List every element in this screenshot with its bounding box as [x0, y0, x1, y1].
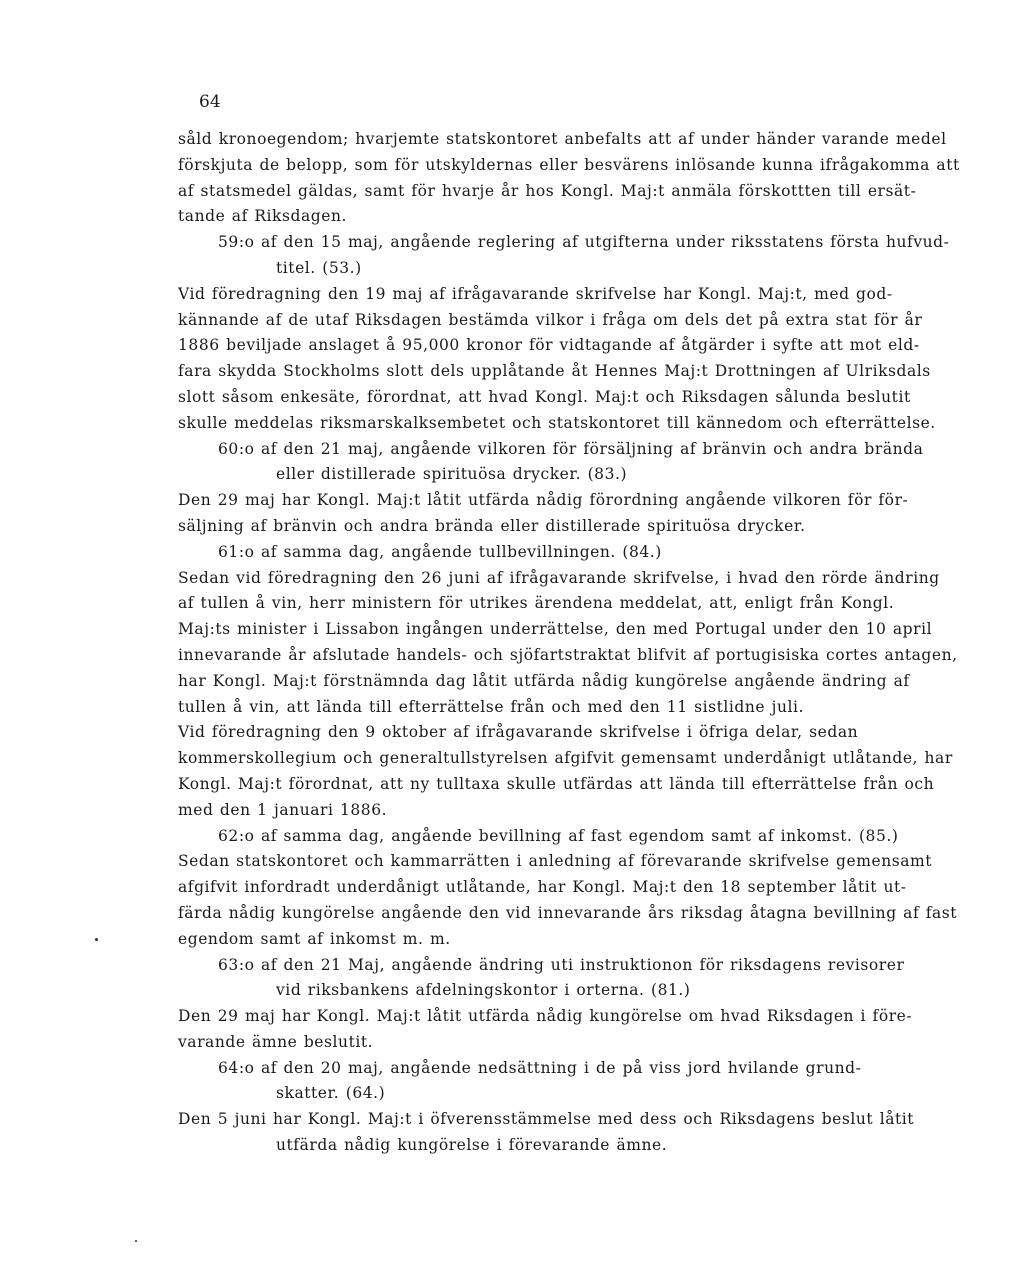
section-heading-continuation: skatter. (64.)	[276, 1084, 386, 1103]
text-line: slott såsom enkesäte, förordnat, att hvad Kongl. Maj:t och Riksdagen sålunda beslutit	[178, 387, 911, 406]
page-number: 64	[199, 92, 221, 112]
text-line: Vid föredragning den 9 oktober af ifrågavarande skrifvelse i öfriga delar, sedan	[178, 723, 859, 742]
section-heading-continuation: vid riksbankens afdelningskontor i orterna. (81.)	[276, 981, 691, 1000]
text-line: innevarande år afslutade handels- och sjöfartstraktat blifvit af portugisiska cortes antagen,	[178, 645, 958, 664]
section-heading-continuation: titel. (53.)	[276, 258, 362, 277]
text-line: Sedan vid föredragning den 26 juni af ifrågavarande skrifvelse, i hvad den rörde ändring	[178, 568, 940, 587]
text-line: Sedan statskontoret och kammarrätten i anledning af förevarande skrifvelse gemensamt	[178, 852, 933, 871]
text-line: kännande af de utaf Riksdagen bestämda vilkor i fråga om dels det på extra stat för år	[178, 310, 923, 329]
text-line: Den 29 maj har Kongl. Maj:t låtit utfärda nådig kungörelse om hvad Riksdagen i före-	[178, 1007, 913, 1026]
section-heading-61: 61:o af samma dag, angående tullbevillningen. (84.)	[218, 542, 662, 561]
text-line: såld kronoegendom; hvarjemte statskontoret anbefalts att af under händer varande medel	[178, 130, 947, 148]
text-line: af statsmedel gäldas, samt för hvarje år hos Kongl. Maj:t anmäla förskottten till ersät-	[178, 181, 917, 200]
text-line: 1886 beviljade anslaget å 95,000 kronor för vidtagande af åtgärder i syfte att mot eld-	[178, 336, 920, 355]
text-line: har Kongl. Maj:t förstnämnda dag låtit utfärda nådig kungörelse angående ändring af	[178, 671, 910, 690]
text-line: säljning af bränvin och andra brända eller distillerade spirituösa drycker.	[178, 516, 806, 535]
text-line: afgifvit infordradt underdånigt utlåtande, har Kongl. Maj:t den 18 september låtit ut-	[178, 878, 907, 897]
text-line: fara skydda Stockholms slott dels upplåtande åt Hennes Maj:t Drottningen af Ulriksdals	[178, 362, 931, 381]
text-line: Den 5 juni har Kongl. Maj:t i öfverensstämmelse med dess och Riksdagens beslut låtit	[178, 1110, 915, 1129]
text-line: förskjuta de belopp, som för utskyldernas eller besvärens inlösande kunna ifrågakomma att	[178, 155, 960, 174]
text-line: Kongl. Maj:t förordnat, att ny tulltaxa skulle utfärdas att lända till efterrättelse från och	[178, 774, 935, 793]
section-heading-continuation: eller distillerade spirituösa drycker. (83.)	[276, 465, 628, 484]
text-line: af tullen å vin, herr ministern för utrikes ärendena meddelat, att, enligt från Kongl.	[178, 594, 895, 613]
text-line: utfärda nådig kungörelse i förevarande ämne.	[276, 1136, 668, 1155]
text-line: Den 29 maj har Kongl. Maj:t låtit utfärda nådig förordning angående vilkoren för för-	[178, 491, 909, 510]
section-heading-60: 60:o af den 21 maj, angående vilkoren för försäljning af bränvin och andra brända	[218, 439, 924, 458]
text-line: Maj:ts minister i Lissabon ingången underrättelse, den med Portugal under den 10 april	[178, 620, 933, 639]
text-line: med den 1 januari 1886.	[178, 800, 388, 819]
body-text	[178, 127, 970, 1159]
text-line: egendom samt af inkomst m. m.	[178, 929, 451, 948]
section-heading-64: 64:o af den 20 maj, angående nedsättning i de på viss jord hvilande grund-	[218, 1058, 862, 1077]
text-line: skulle meddelas riksmarskalksembetet och statskontoret till kännedom och efterrättelse.	[178, 413, 936, 432]
text-line: tande af Riksdagen.	[178, 207, 347, 226]
section-heading-63: 63:o af den 21 Maj, angående ändring uti instruktionon för riksdagens revisorer	[218, 955, 905, 974]
text-line: tullen å vin, att lända till efterrättelse från och med den 11 sistlidne juli.	[178, 697, 805, 716]
section-heading-59: 59:o af den 15 maj, angående reglering af utgifterna under riksstatens första hufvud-	[218, 233, 950, 252]
speck-mark	[135, 1240, 137, 1242]
text-line: färda nådig kungörelse angående den vid innevarande års riksdag åtagna bevillning af fast	[178, 903, 958, 922]
text-line: varande ämne beslutit.	[178, 1032, 374, 1051]
speck-mark	[95, 938, 98, 941]
text-line: kommerskollegium och generaltullstyrelsen afgifvit gemensamt underdånigt utlåtande, har	[178, 749, 953, 768]
text-line: Vid föredragning den 19 maj af ifrågavarande skrifvelse har Kongl. Maj:t, med god-	[178, 284, 893, 303]
section-heading-62: 62:o af samma dag, angående bevillning af fast egendom samt af inkomst. (85.)	[218, 826, 899, 845]
